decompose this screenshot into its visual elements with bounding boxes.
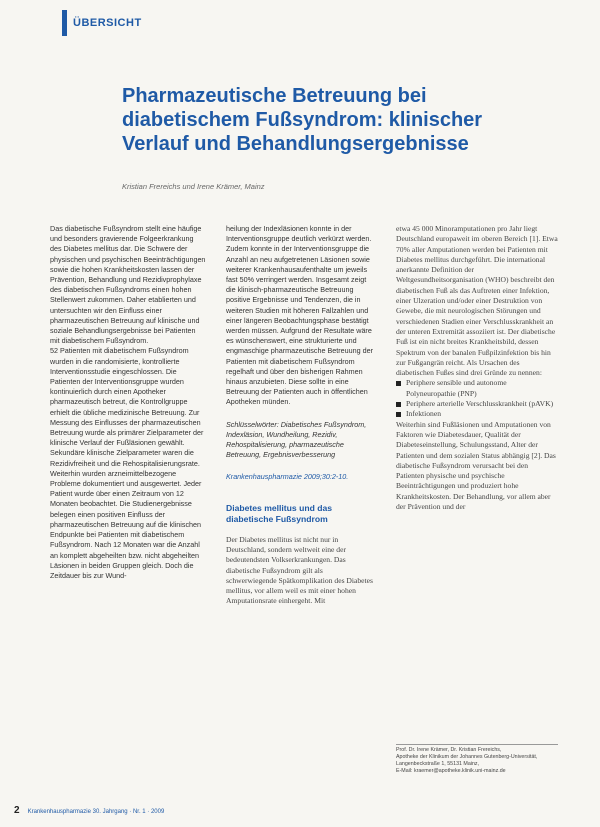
body-paragraph-3: Weiterhin sind Fußläsionen und Amputationen von Faktoren wie Diabetesdauer, Qualität der Diabeteseinstellung, Schulungsstand, Alter der Patienten und dem sozialen Status abhängig [2]. Das diabetische Fußsyndrom verursacht bei den Patienten physische und psychische Beeinträchtigungen und produziert hohe Krankheitskosten. Der Behandlung, vor allem aber der Prävention und der [396, 419, 556, 512]
page-number: 2 [14, 805, 20, 816]
address-line: Prof. Dr. Irene Krämer, Dr. Kristian Frereichs, [396, 747, 502, 753]
bullet-icon [396, 381, 401, 386]
body-paragraph-1: Der Diabetes mellitus ist nicht nur in Deutschland, sondern weltweit eine der bedeutendsten Volkserkrankungen. Das diabetische Fußsyndrom gilt als schwerwiegende Spätkomplikation des Diabetes mellitus, vor allem weil es mit einer hohen Amputationsrate einhergeht. Mit [226, 534, 373, 606]
keywords [226, 420, 374, 461]
body-paragraph-2: etwa 45 000 Minoramputationen pro Jahr liegt Deutschland europaweit im oberen Bereich [1]. Etwa 70% aller Amputationen werden bei Patienten mit Diabetes mellitus durchgeführt. Die international anerkannte Definition der Weltgesundheitsorganisation (WHO) beschreibt den diabetischen Fuß als das Auftreten einer Infektion, einer Ulzeration und/oder einer Destruktion von Gewebe, die mit neurologischen Störungen und verschiedenen Stadien einer Verschlusskrankheit an der unteren Extremität assoziiert ist. Der diabetische Fuß ist ein nicht breites Krankheitsbild, dessen Spektrum von der banalen Fußpilzinfektion bis hin zur Fußgangrän reicht. Als Ursachen des diabetischen Fußes sind drei Gründe zu nennen: [396, 224, 558, 378]
journal-info: Krankenhauspharmazie 30. Jahrgang · Nr. 1 · 2009 [27, 809, 165, 815]
section-tag-bar [62, 10, 67, 36]
body-column-right [396, 224, 558, 512]
email-line: E-Mail: kraemer@apotheke.klinik.uni-mainz.de [396, 768, 506, 774]
bullet-icon [396, 402, 401, 407]
keywords-text: Diabetisches Fußsyndrom, Indexläsion, Wundheilung, Rezidiv, Rehospitalisierung, pharmazeutische Betreuung, Ergebnisverbesserung [226, 419, 367, 460]
cause-list [396, 378, 558, 419]
article-title: Pharmazeutische Betreuung bei diabetischem Fußsyndrom: klinischer Verlauf und Behandlungsergebnisse [122, 85, 483, 155]
section-tag-label: ÜBERSICHT [73, 17, 142, 29]
section-heading: Diabetes mellitus und das diabetische Fußsyndrom [226, 502, 333, 524]
cause-list-item: Periphere arterielle Verschlusskrankheit (pAVK) [396, 399, 558, 409]
bullet-icon [396, 412, 401, 417]
abstract-paragraph-1: Das diabetische Fußsyndrom stellt eine häufige und besonders gravierende Folgeerkrankung des Diabetes mellitus dar. Die Schwere der physischen und psychischen Beeinträchtigungen sowie die hohen Krankheitskosten lassen der Prävention, Behandlung und Rezidivprophylaxe des diabetischen Fußsyndroms einen hohen Stellenwert zukommen. Daher etablierten und untersuchten wir den Einfluss einer pharmazeutischen Betreuung auf klinische und soziale Behandlungsergebnisse bei Patienten mit diabetischem Fußsyndrom. [50, 224, 206, 346]
author-address [396, 744, 558, 775]
citation: Krankenhauspharmazie 2009;30:2-10. [226, 472, 349, 482]
address-line: Apotheke der Klinikum der Johannes Gutenberg-Universität, Langenbeckstraße 1, 55131 Mainz, [396, 754, 538, 767]
page-footer [14, 805, 164, 816]
keywords-label: Schlüsselwörter: [226, 419, 279, 429]
section-tag [62, 10, 142, 36]
article-authors: Kristian Frereichs und Irene Krämer, Mainz [122, 182, 265, 191]
abstract-paragraph-2: 52 Patienten mit diabetischem Fußsyndrom wurden in die randomisierte, kontrollierte Interventionsstudie eingeschlossen. Die Patienten der Interventionsgruppe wurden kontinuierlich durch einen Apotheker pharmazeutisch betreut, die Kontrollgruppe erhielt die übliche medizinische Betreuung. Zur Messung des Einflusses der pharmazeutischen Betreuung wurde als primärer Zielparameter der klinische Verlauf der Fußläsionen gewählt. Sekundäre klinische Zielparameter waren die Rezidivfreiheit und die Rehospitalisierungsrate. Weiterhin wurden arzneimittelbezogene Probleme dokumentiert und ausgewertet. Jeder Patient wurde über einen Zeitraum von 12 Monaten beobachtet. Die Studienergebnisse belegen einen positiven Einfluss der pharmazeutischen Betreuung auf die klinischen Endpunkte bei Patienten mit diabetischem Fußsyndrom. Nach 12 Monaten war die Anzahl an komplett abgeheilten bzw. nicht abgeheilten Läsionen in beiden Gruppen gleich. Doch die Zeitdauer bis zur Wund- [50, 346, 204, 580]
cause-list-item: Periphere sensible und autonome Polyneuropathie (PNP) [396, 378, 558, 399]
abstract-paragraph-3: heilung der Indexläsionen konnte in der Interventionsgruppe deutlich verkürzt werden. Zudem konnte in der Interventionsgruppe die Anzahl an neu aufgetretenen Läsionen sowie weiterer Krankenhausaufenthalte um jeweils fast 50% verringert werden. Insgesamt zeigt die klinisch-pharmazeutische Betreuung positive Ergebnisse und Tendenzen, die in weiteren Studien mit höheren Fallzahlen und einer längeren Beobachtungsphase bestätigt werden müssen. Aufgrund der Resultate wäre es wünschenswert, eine strukturierte und engmaschige pharmazeutische Betreuung der Patienten mit diabetischem Fußsyndrom regelhaft und über den bisherigen Rahmen hinaus anzubieten. Diese sollte in eine Betreuung der Patienten auch in öffentlichen Apotheken münden. [226, 224, 374, 407]
abstract-column-left [50, 224, 206, 581]
cause-list-item: Infektionen [396, 409, 558, 419]
abstract-column-middle [226, 224, 374, 607]
